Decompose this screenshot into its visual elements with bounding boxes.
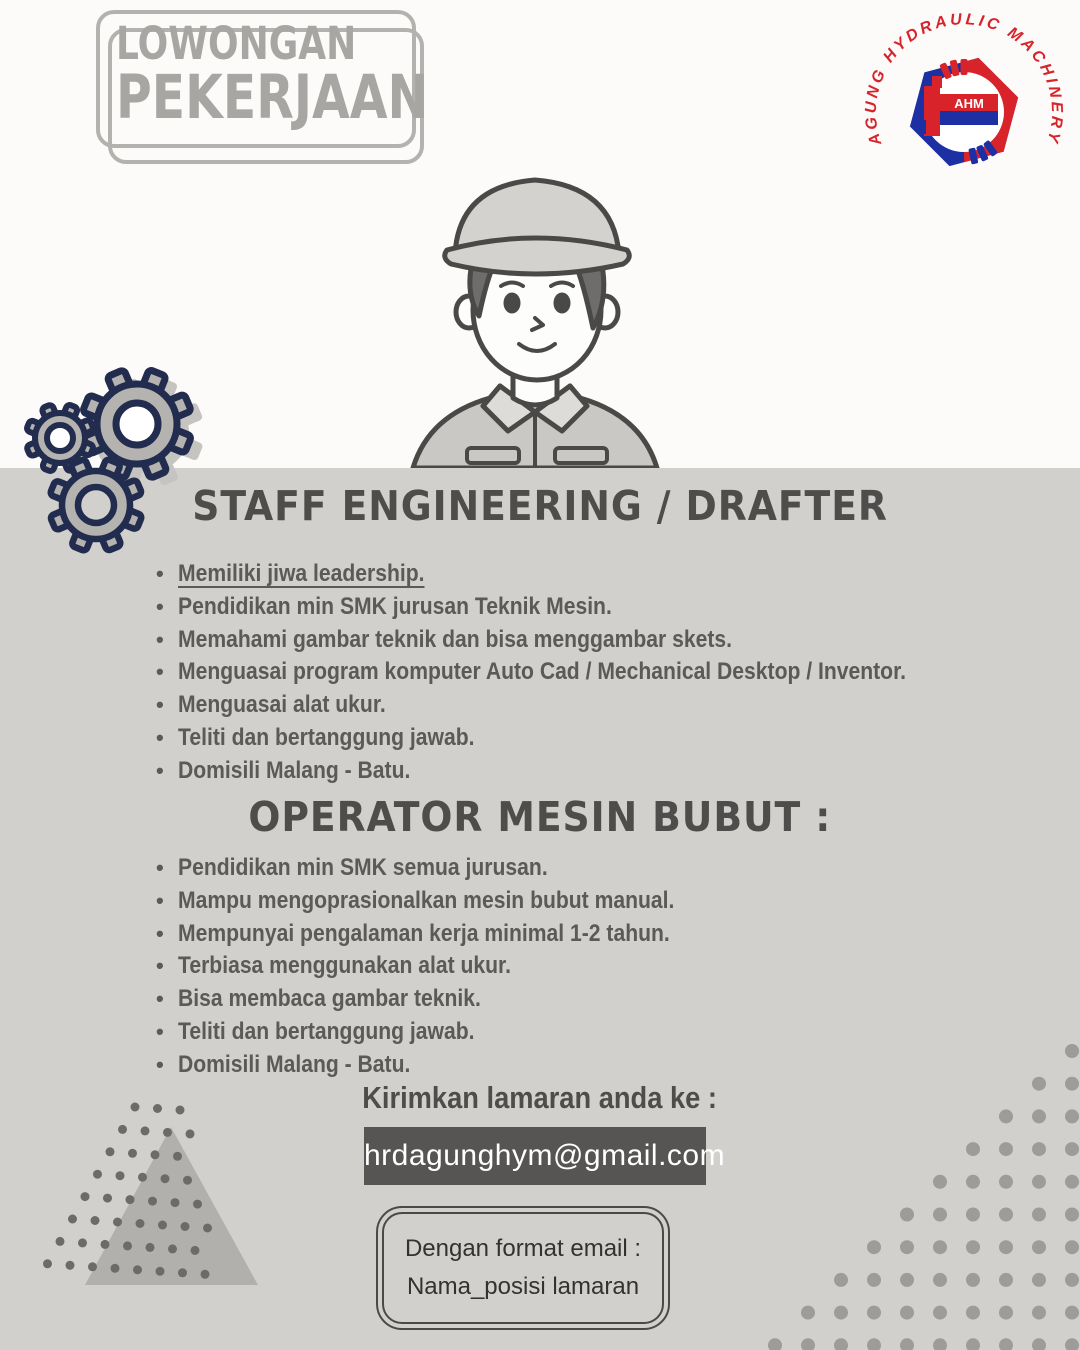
requirement-item: • Memahami gambar teknik dan bisa menggambar skets. (150, 624, 1050, 657)
email-format-note-line1: Dengan format email : (404, 1235, 642, 1262)
company-logo (862, 8, 1067, 186)
logo-curved-text: AGUNG HYDRAULIC MACHINERY (862, 11, 1066, 148)
requirement-item: • Terbiasa menggunakan alat ukur. (150, 950, 1050, 983)
requirement-item: • Menguasai program komputer Auto Cad / Mechanical Desktop / Inventor. (150, 656, 1050, 689)
application-email: hrdagunghym@gmail.com (364, 1127, 706, 1185)
logo-hexagon-emblem (910, 58, 1018, 166)
section-heading-staff-engineering: STAFF ENGINEERING / DRAFTER (192, 482, 888, 530)
requirements-list-operator-mesin-bubut (150, 852, 1050, 1082)
requirement-item: • Pendidikan min SMK semua jurusan. (150, 852, 1050, 885)
poster-title-line2: PEKERJAAN (116, 62, 429, 133)
requirement-item: • Teliti dan bertanggung jawab. (150, 1016, 1050, 1049)
requirement-item: • Menguasai alat ukur. (150, 689, 1050, 722)
requirements-list-staff-engineering (150, 558, 1050, 788)
worker-illustration (395, 160, 675, 468)
poster-title-line1: LOWONGAN (116, 17, 357, 70)
apply-label: Kirimkan lamaran anda ke : (362, 1080, 718, 1115)
requirement-item: • Memiliki jiwa leadership. (150, 558, 1050, 591)
requirement-item: • Bisa membaca gambar teknik. (150, 983, 1050, 1016)
requirement-item: • Mampu mengoprasionalkan mesin bubut manual. (150, 885, 1050, 918)
requirement-item: • Mempunyai pengalaman kerja minimal 1-2 tahun. (150, 918, 1050, 951)
requirement-item: • Pendidikan min SMK jurusan Teknik Mesin. (150, 591, 1050, 624)
svg-text:AHM: AHM (954, 96, 984, 111)
email-format-note-box (376, 1206, 670, 1330)
poster-title-box (96, 10, 429, 148)
requirement-item: • Teliti dan bertanggung jawab. (150, 722, 1050, 755)
email-format-note-line2: Nama_posisi lamaran (406, 1273, 640, 1300)
requirement-item: • Domisili Malang - Batu. (150, 1049, 1050, 1082)
requirement-item: • Domisili Malang - Batu. (150, 755, 1050, 788)
section-heading-operator-mesin-bubut: OPERATOR MESIN BUBUT : (248, 793, 832, 841)
